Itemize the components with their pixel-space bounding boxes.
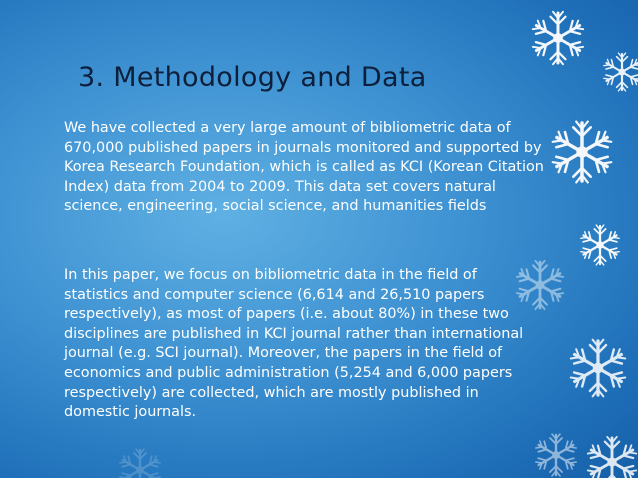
snowflake-icon (587, 437, 638, 478)
snowflake-icon (532, 12, 585, 65)
snowflake-icon (603, 53, 638, 91)
paragraph-data-collection: We have collected a very large amount of bibliometric data of 670,000 published papers in journals monitored and supported by Korea Research Foundation, which is called as KCI (Korean Citation Index) data from 2004 to 2009. This data set covers natural science, engineering, social science, and humanities fields (64, 120, 544, 215)
snowflake-icon (580, 225, 620, 265)
slide-title: 3. Methodology and Data (78, 62, 427, 93)
snowflake-icon (551, 122, 612, 183)
snowflake-icon (119, 449, 161, 478)
snowflake-icon (535, 434, 577, 476)
snowflake-icon (569, 340, 626, 397)
paragraph-focus: In this paper, we focus on bibliometric data in the field of statistics and computer science (6,614 and 26,510 papers respectively), as most of papers (i.e. about 80%) in these two disciplines are published in KCI journal rather than international journal (e.g. SCI journal). Moreover, the papers in the field of economics and public administration (5,254 and 6,000 papers respectively) are collected, which are mostly published in domestic journals. (64, 267, 524, 421)
